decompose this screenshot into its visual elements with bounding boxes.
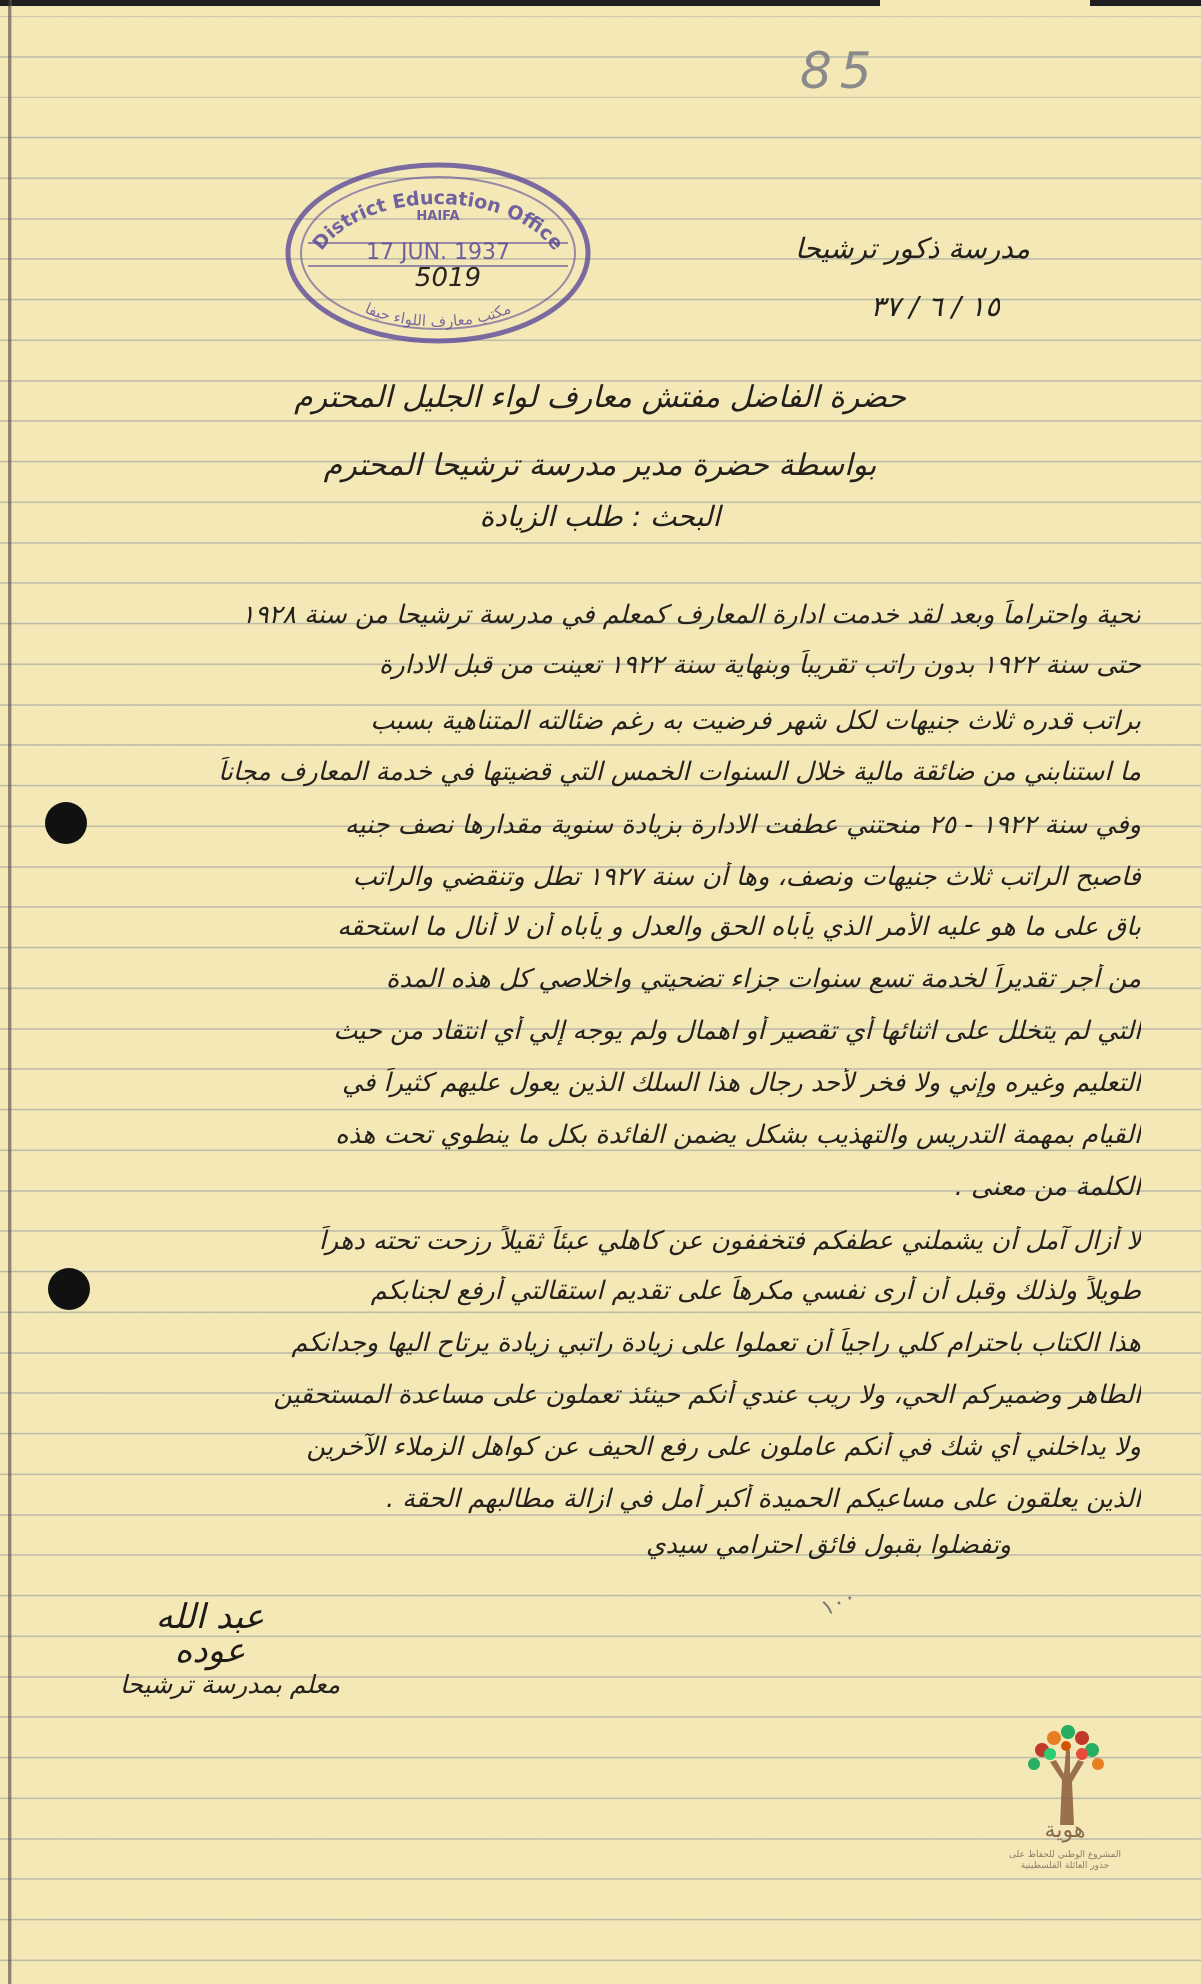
closing-line: وتفضلوا بقبول فائق احترامي سيدي [646, 1530, 1011, 1559]
body-line-4: ما استنابني من ضائقة مالية خلال السنوات الخمس التي قضيتها في خدمة المعارف مجاناً [218, 757, 1141, 787]
letter-subject: البحث : طلب الزيادة [479, 500, 721, 533]
marginal-note: ١٠٠ [817, 1583, 861, 1622]
logo-subtitle: المشروع الوطني للحفاظ على جذور العائلة الفلسطينية [1008, 1850, 1121, 1871]
logo-name: هوية [1044, 1818, 1086, 1843]
body-line-15: هذا الكتاب باحترام كلي راجياً أن تعملوا على زيادة راتبي زيادة يرتاح اليها وجدانكم [291, 1328, 1141, 1358]
body-line-5: وفي سنة ١٩٢٢ - ٢٥ منحتني عطفت الادارة بزيادة سنوية مقدارها نصف جنيه [344, 810, 1141, 840]
margin-line [10, 0, 12, 1984]
body-line-13: لا أزال آمل أن يشملني عطفكم فتخففون عن كاهلي عبئاً ثقيلاً رزحت تحته دهراً [318, 1226, 1141, 1256]
body-line-3: براتب قدره ثلاث جنيهات لكل شهر فرضيت به رغم ضئالته المتناهية بسبب [370, 706, 1141, 736]
addressee-line-1: حضرة الفاضل مفتش معارف لواء الجليل المحترم [294, 380, 906, 415]
top-border-gap [880, 0, 1090, 9]
stamp-graphic [278, 158, 598, 348]
body-line-16: الطاهر وضميركم الحي، ولا ريب عندي أنكم حينئذ تعملون على مساعدة المستحقين [273, 1380, 1141, 1410]
page-number: 85 [800, 42, 880, 100]
stamp-number: 5019 [414, 263, 482, 293]
body-line-9: التي لم يتخلل على اثنائها أي تقصير أو اهمال ولم يوجه إلي أي انتقاد من حيث [333, 1016, 1141, 1046]
signature-title: معلم بمدرسة ترشيحا [119, 1670, 341, 1699]
school-name: مدرسة ذكور ترشيحا [794, 232, 1030, 265]
letter-date: ١٥ / ٦ / ٣٧ [870, 290, 1000, 323]
body-line-2: حتى سنة ١٩٢٢ بدون راتب تقريباً وبنهاية سنة ١٩٢٢ تعينت من قبل الادارة [379, 650, 1141, 680]
body-line-12: الكلمة من معنى . [954, 1172, 1141, 1202]
punch-hole-bottom [48, 1268, 90, 1310]
svg-text:مكتب معارف اللواء حيفا [362, 299, 513, 330]
addressee-line-2: بواسطة حضرة مدير مدرسة ترشيحا المحترم [323, 448, 877, 483]
body-line-6: فاصبح الراتب ثلاث جنيهات ونصف، وها أن سنة ١٩٢٧ تطل وتنقضي والراتب [352, 862, 1141, 892]
punch-hole-top [45, 802, 87, 844]
body-line-11: القيام بمهمة التدريس والتهذيب بشكل يضمن الفائدة بكل ما ينطوي تحت هذه [335, 1120, 1141, 1150]
body-line-18: الذين يعلقون على مساعيكم الحميدة أكبر أمل في ازالة مطالبهم الحقة . [385, 1484, 1141, 1514]
body-line-1: تحية واحتراماً وبعد لقد خدمت ادارة المعارف كمعلم في مدرسة ترشيحا من سنة ١٩٢٨ [241, 600, 1141, 630]
education-office-stamp [278, 158, 598, 348]
body-line-17: ولا يداخلني أي شك في أنكم عاملون على رفع الحيف عن كواهل الزملاء الآخرين [306, 1432, 1141, 1462]
stamp-date: 17 JUN. 1937 [365, 240, 511, 265]
stamp-city: HAIFA [416, 209, 460, 224]
tree-logo-icon [1020, 1710, 1110, 1830]
stamp-arabic-text: مكتب معارف اللواء حيفا [362, 299, 514, 331]
body-line-7: باق على ما هو عليه الأمر الذي يأباه الحق والعدل و يأباه أن لا أنال ما استحقه [337, 912, 1141, 942]
stamp-top-text: District Education Office [308, 186, 568, 255]
signature-name: عبد الله عوده [155, 1597, 265, 1671]
body-line-8: من أجر تقديراً لخدمة تسع سنوات جزاء تضحيتي واخلاصي كل هذه المدة [386, 964, 1141, 994]
body-line-10: التعليم وغيره وإني ولا فخر لأحد رجال هذا السلك الذين يعول عليهم كثيراً في [341, 1068, 1141, 1098]
body-line-14: طويلاً ولذلك وقبل أن أرى نفسي مكرهاً على تقديم استقالتي أرفع لجنابكم [370, 1276, 1141, 1306]
